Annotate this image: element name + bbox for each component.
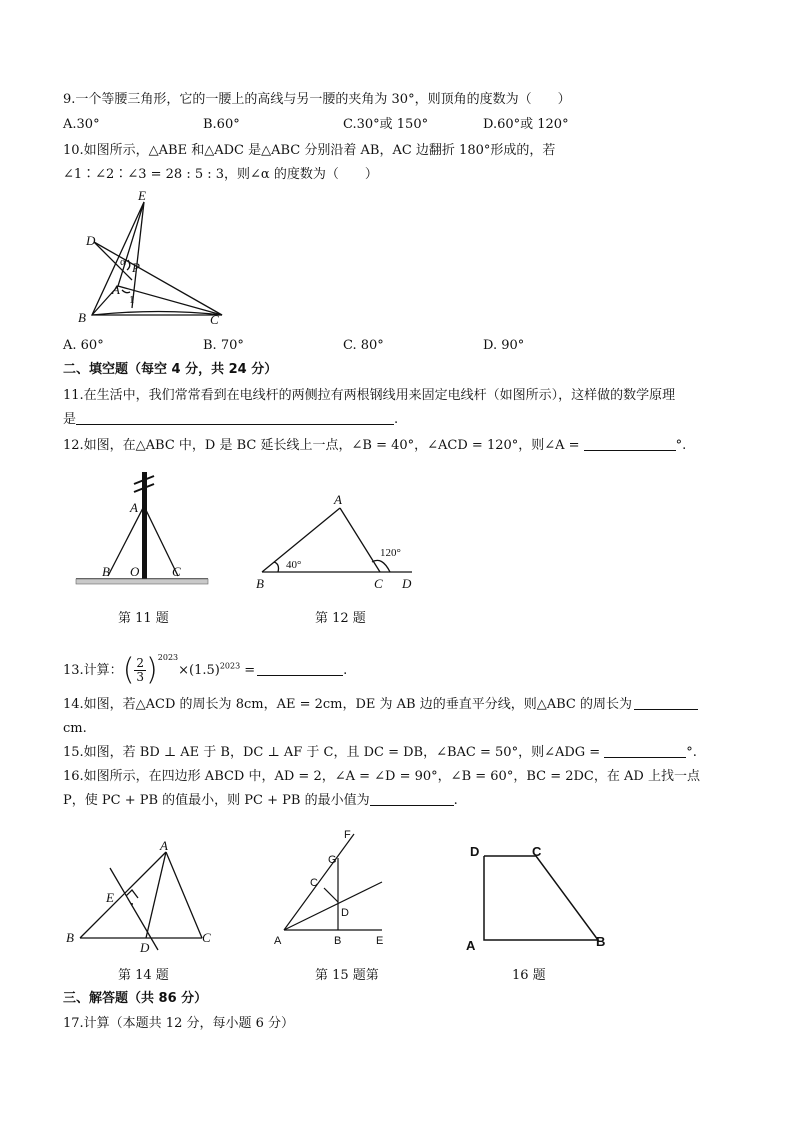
q15-stem — [63, 743, 697, 763]
q13-paren-open: ( — [122, 652, 135, 688]
q10-label-p: P — [132, 260, 140, 275]
q15-label-e: E — [376, 935, 384, 947]
q11-stem-prefix: 是 — [63, 412, 77, 427]
q11-label-c: C — [172, 564, 181, 579]
q14-stem-prefix: 14.如图，若△ACD 的周长为 8cm，AE = 2cm，DE 为 AB 边的垂直平分线，则△ABC 的周长为 — [63, 697, 632, 712]
q11-figure — [72, 466, 212, 594]
q14-stem-line2: cm. — [63, 721, 87, 736]
q15-stem-suffix: °. — [686, 745, 697, 760]
q12-figure — [250, 490, 425, 595]
q12-label-d: D — [402, 576, 412, 591]
q15-stem-prefix: 15.如图，若 BD ⊥ AE 于 B，DC ⊥ AF 于 C，且 DC = DB，∠BAC = 50°，则∠ADG = — [63, 745, 601, 760]
q13-exponent-1: 2023 — [157, 653, 179, 662]
q13-prefix: 13.计算： — [63, 663, 123, 678]
q11-caption: 第 11 题 — [118, 611, 169, 626]
q10-stem-line1: 10.如图所示，△ABE 和△ADC 是△ABC 分别沿着 AB，AC 边翻折 180°形成的，若 — [63, 143, 556, 158]
q13-answer-blank[interactable] — [257, 661, 343, 676]
q16-label-d: D — [470, 844, 480, 859]
q16-label-a: A — [466, 938, 476, 953]
q12-stem — [63, 436, 686, 456]
q13-fraction — [134, 657, 146, 684]
q13-paren-close: ) — [146, 652, 158, 688]
q15-answer-blank[interactable] — [604, 743, 686, 758]
q10-option-b: B. 70° — [203, 338, 244, 353]
q12-angle-b-label: 40° — [286, 559, 302, 571]
q16-stem-line1: 16.如图所示，在四边形 ABCD 中，AD = 2，∠A = ∠D = 90°，∠B = 60°，BC = 2DC，在 AD 上找一点 — [63, 769, 700, 784]
q10-label-d: D — [86, 233, 96, 248]
q13-frac-denominator: 3 — [136, 670, 145, 684]
q17-stem: 17.计算（本题共 12 分，每小题 6 分） — [63, 1016, 295, 1031]
q10-label-c: C — [210, 312, 219, 327]
q15-label-c: C — [310, 877, 318, 889]
section-2-title: 二、填空题（每空 4 分，共 24 分） — [63, 362, 278, 377]
q12-angle-c-label: 120° — [380, 547, 401, 559]
section-3-title: 三、解答题（共 86 分） — [63, 991, 208, 1006]
q16-label-b: B — [596, 934, 606, 949]
q10-option-d: D. 90° — [483, 338, 525, 353]
q13-mid: ×(1.5) — [178, 663, 220, 678]
q15-figure — [268, 826, 398, 950]
q9-option-c: C.30°或 150° — [343, 117, 429, 132]
q10-figure — [70, 190, 240, 330]
q9-option-b: B.60° — [203, 117, 240, 132]
q11-answer-blank[interactable] — [76, 410, 394, 425]
q16-figure — [462, 838, 622, 956]
q12-answer-blank[interactable] — [584, 436, 676, 451]
q12-stem-prefix: 12.如图，在△ABC 中，D 是 BC 延长线上一点，∠B = 40°，∠ACD = 120°，则∠A = — [63, 438, 580, 453]
q14-stem-line1 — [63, 695, 698, 715]
q13-frac-numerator: 2 — [136, 656, 145, 670]
q13-exponent-2: 2023 — [219, 661, 241, 671]
q11-label-o: O — [130, 564, 140, 579]
q9-option-a: A.30° — [63, 117, 100, 132]
q15-label-f: F — [344, 829, 351, 841]
q10-label-a: A — [112, 282, 120, 297]
q11-label-b: B — [102, 564, 110, 579]
q14-label-c: C — [202, 930, 211, 945]
q15-label-b: B — [334, 935, 342, 947]
q14-label-e: E — [106, 890, 114, 905]
q10-label-alpha: α — [120, 256, 126, 268]
q12-label-a: A — [334, 492, 342, 507]
q15-label-g: G — [328, 854, 337, 866]
q16-answer-blank[interactable] — [370, 791, 454, 806]
q15-label-d: D — [341, 907, 349, 919]
q13-equals: = — [244, 663, 256, 678]
q14-figure — [62, 838, 222, 956]
q12-label-b: B — [256, 576, 264, 591]
q14-caption: 第 14 题 — [118, 968, 169, 983]
q11-stem-line2 — [63, 410, 398, 430]
q10-option-a: A. 60° — [63, 338, 104, 353]
q14-label-d: D — [140, 940, 150, 955]
q13-stem — [63, 640, 347, 689]
q14-label-a: A — [160, 838, 168, 853]
q14-label-b: B — [66, 930, 74, 945]
q9-option-d: D.60°或 120° — [483, 117, 569, 132]
q9-stem: 9.一个等腰三角形，它的一腰上的高线与另一腰的夹角为 30°，则顶角的度数为（ ） — [63, 92, 571, 107]
q10-stem-line2: ∠1∶∠2∶∠3 = 28 : 5 : 3，则∠α 的度数为（ ） — [63, 167, 378, 182]
q12-stem-suffix: °. — [675, 438, 687, 453]
q15-label-a: A — [274, 935, 282, 947]
q16-caption: 16 题 — [512, 968, 546, 983]
q12-label-c: C — [374, 576, 383, 591]
q11-stem-line1: 11.在生活中，我们常常看到在电线杆的两侧拉有两根钢线用来固定电线杆（如图所示），这样做的数学原理 — [63, 388, 676, 403]
q12-caption: 第 12 题 — [315, 611, 366, 626]
q16-stem-suffix: . — [453, 793, 458, 808]
q16-label-c: C — [532, 844, 542, 859]
q16-stem-line2 — [63, 791, 458, 811]
q15-caption: 第 15 题第 — [315, 968, 379, 983]
q16-stem-prefix: P，使 PC + PB 的值最小，则 PC + PB 的最小值为 — [63, 793, 370, 808]
q14-answer-blank[interactable] — [634, 695, 698, 710]
q10-option-c: C. 80° — [343, 338, 384, 353]
q11-label-a: A — [130, 500, 138, 515]
q13-suffix: . — [343, 663, 348, 678]
q10-label-e: E — [138, 190, 146, 203]
q10-label-b: B — [78, 310, 86, 325]
q10-label-one: 1 — [129, 294, 135, 306]
q11-stem-suffix: . — [394, 412, 399, 427]
